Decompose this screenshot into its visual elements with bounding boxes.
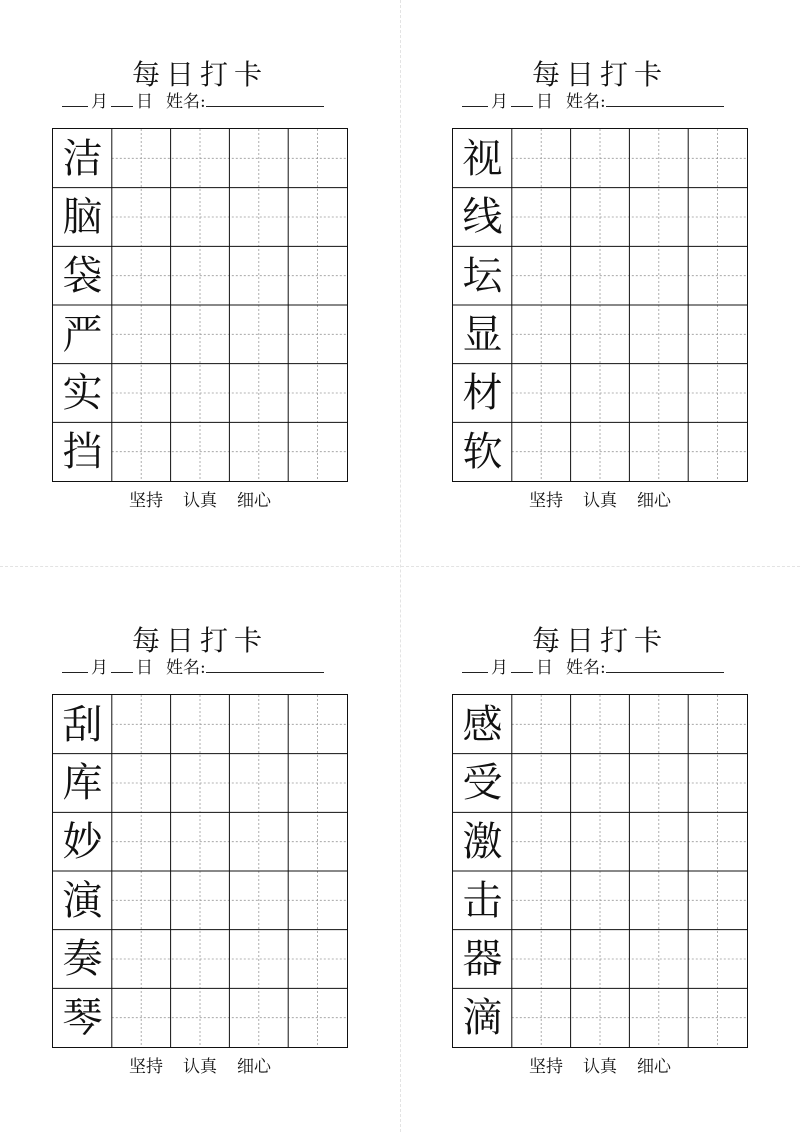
- day-blank[interactable]: [511, 654, 533, 673]
- motto-item: 坚持: [529, 491, 563, 511]
- motto-item: 细心: [237, 1057, 271, 1077]
- practice-grid: [52, 128, 348, 482]
- name-label: 姓名:: [166, 92, 206, 112]
- model-character: 琴: [62, 994, 103, 1041]
- model-character: 演: [62, 877, 103, 924]
- day-label: 日: [536, 658, 553, 678]
- practice-row: [53, 754, 112, 813]
- model-character: 脑: [62, 194, 103, 241]
- card-title: 每日打卡: [531, 624, 668, 657]
- month-blank[interactable]: [462, 88, 488, 107]
- practice-row: [53, 422, 112, 481]
- practice-row: [53, 364, 112, 423]
- model-character: 严: [62, 311, 103, 358]
- motto-item: 认真: [183, 1057, 217, 1077]
- motto-item: 认真: [583, 1057, 617, 1077]
- name-blank[interactable]: [606, 88, 724, 107]
- model-character: 刮: [62, 701, 103, 748]
- date-name-line: [462, 88, 748, 115]
- practice-row: [453, 988, 512, 1047]
- month-blank[interactable]: [62, 88, 88, 107]
- day-label: 日: [136, 92, 153, 112]
- motto-item: 细心: [637, 491, 671, 511]
- practice-row: [453, 695, 512, 754]
- date-name-line: [62, 88, 348, 115]
- month-label: 月: [91, 92, 108, 112]
- day-blank[interactable]: [111, 88, 133, 107]
- name-blank[interactable]: [606, 654, 724, 673]
- name-label: 姓名:: [166, 658, 206, 678]
- practice-row: [453, 305, 512, 364]
- motto: [52, 1056, 348, 1078]
- model-character: 线: [462, 194, 503, 241]
- practice-row: [53, 812, 112, 871]
- practice-row: [453, 129, 512, 188]
- model-character: 视: [462, 135, 503, 182]
- motto-item: 坚持: [529, 1057, 563, 1077]
- practice-row: [453, 930, 512, 989]
- practice-row: [453, 364, 512, 423]
- model-character: 受: [462, 760, 503, 807]
- model-character: 材: [462, 370, 503, 417]
- motto-item: 认真: [583, 491, 617, 511]
- day-blank[interactable]: [111, 654, 133, 673]
- practice-grid: [452, 128, 748, 482]
- date-name-line: [62, 654, 348, 681]
- motto-item: 坚持: [129, 1057, 163, 1077]
- model-character: 激: [462, 818, 503, 865]
- practice-row: [53, 930, 112, 989]
- practice-row: [53, 129, 112, 188]
- practice-row: [53, 695, 112, 754]
- model-character: 袋: [62, 252, 103, 299]
- practice-row: [453, 422, 512, 481]
- name-blank[interactable]: [206, 88, 324, 107]
- practice-row: [53, 188, 112, 247]
- motto: [452, 490, 748, 512]
- card-title: 每日打卡: [531, 58, 668, 91]
- model-character: 妙: [62, 818, 103, 865]
- card-title: 每日打卡: [131, 624, 268, 657]
- month-blank[interactable]: [62, 654, 88, 673]
- model-character: 感: [462, 701, 503, 748]
- practice-row: [453, 871, 512, 930]
- model-character: 器: [462, 936, 503, 983]
- practice-row: [53, 988, 112, 1047]
- motto-item: 细心: [637, 1057, 671, 1077]
- cut-line-horizontal: [0, 566, 800, 567]
- practice-row: [453, 246, 512, 305]
- month-label: 月: [491, 92, 508, 112]
- practice-row: [53, 246, 112, 305]
- motto: [452, 1056, 748, 1078]
- practice-grid: [52, 694, 348, 1048]
- day-label: 日: [136, 658, 153, 678]
- month-label: 月: [491, 658, 508, 678]
- practice-row: [53, 305, 112, 364]
- model-character: 洁: [62, 135, 103, 182]
- month-blank[interactable]: [462, 654, 488, 673]
- name-blank[interactable]: [206, 654, 324, 673]
- model-character: 挡: [62, 428, 103, 475]
- day-label: 日: [536, 92, 553, 112]
- motto-item: 坚持: [129, 491, 163, 511]
- model-character: 坛: [462, 252, 503, 299]
- date-name-line: [462, 654, 748, 681]
- card-title: 每日打卡: [131, 58, 268, 91]
- month-label: 月: [91, 658, 108, 678]
- model-character: 奏: [62, 936, 103, 983]
- practice-row: [453, 188, 512, 247]
- model-character: 库: [62, 760, 103, 807]
- practice-row: [453, 812, 512, 871]
- motto-item: 细心: [237, 491, 271, 511]
- model-character: 软: [462, 428, 503, 475]
- model-character: 实: [62, 370, 103, 417]
- practice-row: [53, 871, 112, 930]
- model-character: 显: [462, 311, 503, 358]
- model-character: 滴: [462, 994, 503, 1041]
- name-label: 姓名:: [566, 92, 606, 112]
- practice-grid: [452, 694, 748, 1048]
- motto: [52, 490, 348, 512]
- model-character: 击: [462, 877, 503, 924]
- practice-row: [453, 754, 512, 813]
- day-blank[interactable]: [511, 88, 533, 107]
- name-label: 姓名:: [566, 658, 606, 678]
- motto-item: 认真: [183, 491, 217, 511]
